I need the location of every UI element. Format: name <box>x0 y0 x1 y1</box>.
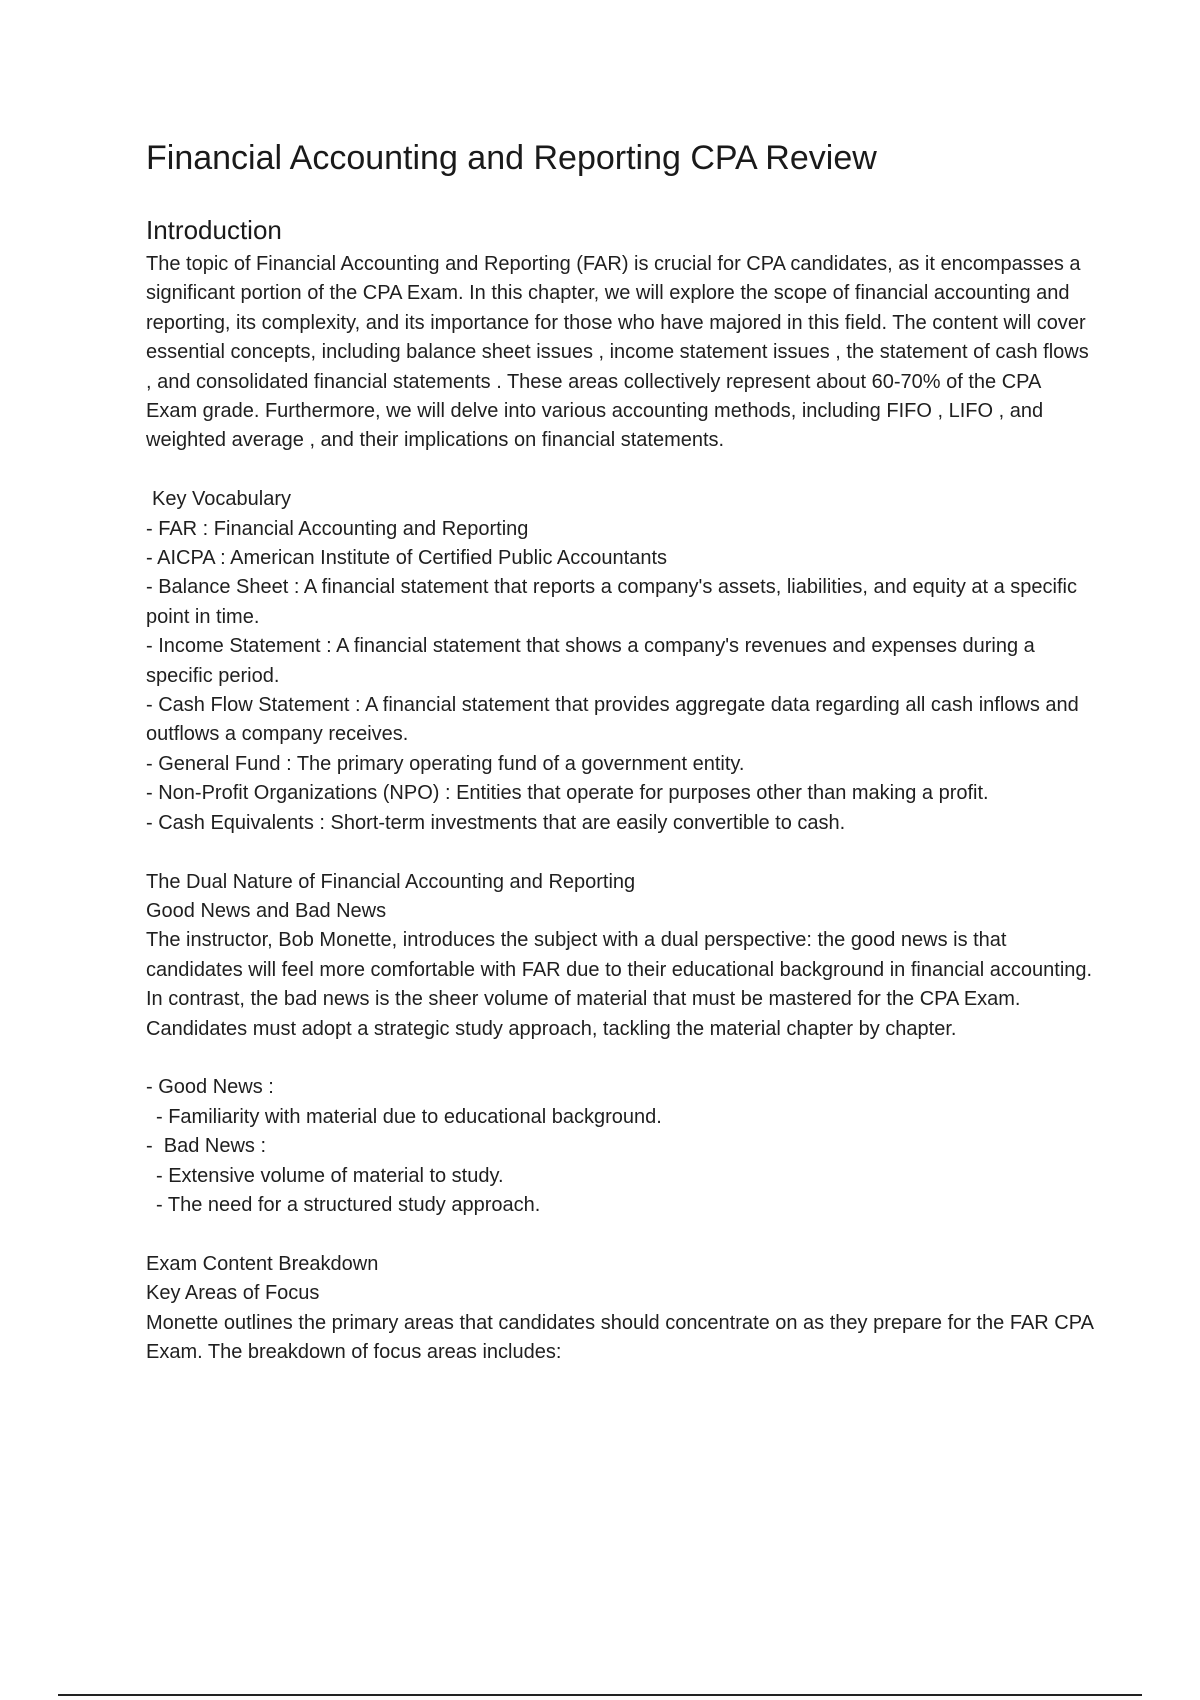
dual-nature-paragraph: The instructor, Bob Monette, introduces the subject with a dual perspective: the good news is that candidates will feel more comfortable with FAR due to their educational background in financial accounting. In contrast, the bad news is the sheer volume of material that must be mastered for the CPA Exam. Candidates must adopt a strategic study approach, tackling the material chapter by chapter. <box>146 929 1093 1040</box>
page-bottom-rule <box>58 1694 1142 1696</box>
vocab-item-aicpa: - AICPA : American Institute of Certified Public Accountants <box>146 547 667 570</box>
document-title: Financial Accounting and Reporting CPA Review <box>146 139 877 177</box>
introduction-paragraph: The topic of Financial Accounting and Reporting (FAR) is crucial for CPA candidates, as it encompasses a significant portion of the CPA Exam. In this chapter, we will explore the scope of financial accounting and reporting, its complexity, and its importance for those who have majored in this field. The content will cover essential concepts, including balance sheet issues , income statement issues , the statement of cash flows , and consolidated financial statements . These areas collectively represent about 60-70% of the CPA Exam grade. Furthermore, we will delve into various accounting methods, including FIFO , LIFO , and weighted average , and their implications on financial statements. <box>146 253 1089 452</box>
introduction-heading: Introduction <box>146 215 282 245</box>
key-areas-subheading: Key Areas of Focus <box>146 1282 320 1305</box>
exam-content-paragraph: Monette outlines the primary areas that candidates should concentrate on as they prepare for the FAR CPA Exam. The breakdown of focus areas includes: <box>146 1311 1093 1363</box>
exam-content-heading: Exam Content Breakdown <box>146 1252 379 1275</box>
spacer <box>146 1044 1096 1073</box>
good-bad-news-subheading: Good News and Bad News <box>146 899 387 922</box>
bad-news-item: - The need for a structured study approach. <box>156 1193 541 1216</box>
vocab-item-balance-sheet: - Balance Sheet : A financial statement that reports a company's assets, liabilities, and equity at a specific point in time. <box>146 576 1083 628</box>
spacer <box>146 456 1096 485</box>
document-page <box>146 138 1096 1367</box>
vocab-item-income-statement: - Income Statement : A financial statement that shows a company's revenues and expenses during a specific period. <box>146 635 1041 687</box>
spacer <box>146 1220 1096 1249</box>
vocab-item-cash-flow-statement: - Cash Flow Statement : A financial statement that provides aggregate data regarding all cash inflows and outflows a company receives. <box>146 694 1085 746</box>
vocab-item-far: - FAR : Financial Accounting and Reporting <box>146 517 529 540</box>
vocab-item-cash-equivalents: - Cash Equivalents : Short-term investments that are easily convertible to cash. <box>146 811 846 834</box>
key-vocabulary-heading: Key Vocabulary <box>152 488 291 511</box>
bad-news-item: - Extensive volume of material to study. <box>156 1164 504 1187</box>
dual-nature-heading: The Dual Nature of Financial Accounting and Reporting <box>146 870 636 893</box>
bad-news-label: - Bad News : <box>146 1135 267 1158</box>
spacer <box>146 838 1096 867</box>
vocab-item-general-fund: - General Fund : The primary operating fund of a government entity. <box>146 752 745 775</box>
vocab-item-npo: - Non-Profit Organizations (NPO) : Entities that operate for purposes other than making a profit. <box>146 782 989 805</box>
good-news-label: - Good News : <box>146 1076 274 1099</box>
good-news-item: - Familiarity with material due to educational background. <box>156 1105 662 1128</box>
